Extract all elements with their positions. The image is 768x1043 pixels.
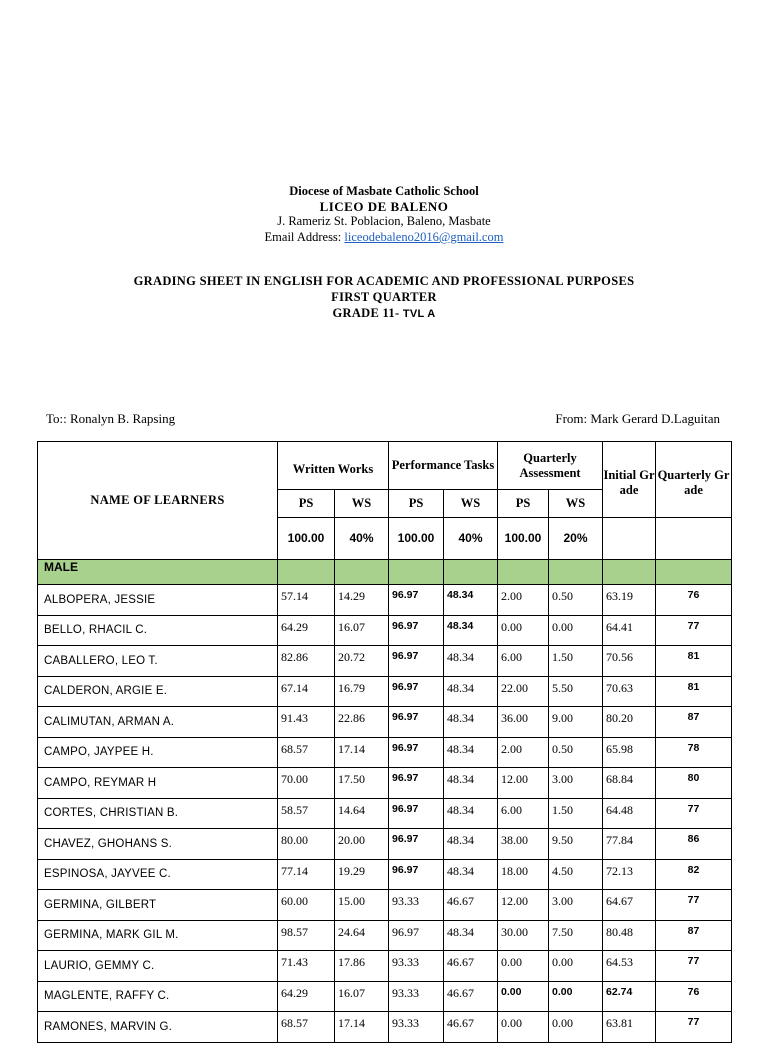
- initial-grade: 62.74: [603, 981, 656, 1012]
- table-row: [38, 798, 732, 829]
- ww-ps: 71.43: [278, 951, 335, 982]
- initial-grade: 72.13: [603, 859, 656, 890]
- qa-ps: 30.00: [498, 920, 549, 951]
- pt-ps: 96.97: [389, 585, 444, 616]
- performance-tasks-header: Performance Tasks: [389, 442, 498, 490]
- learner-name: CABALLERO, LEO T.: [38, 646, 278, 677]
- learner-name: CALDERON, ARGIE E.: [38, 676, 278, 707]
- ww-ps: 64.29: [278, 981, 335, 1012]
- pt-ps: 93.33: [389, 951, 444, 982]
- male-cell: [278, 560, 335, 585]
- ww-ws: 15.00: [335, 890, 389, 921]
- pt-ps: 93.33: [389, 890, 444, 921]
- email-label: Email Address:: [264, 230, 342, 244]
- ww-ps-header: PS: [278, 490, 335, 518]
- pt-ps: 96.97: [389, 829, 444, 860]
- initial-grade: 77.84: [603, 829, 656, 860]
- qa-ws: 1.50: [549, 646, 603, 677]
- quarterly-grade: 81: [656, 646, 732, 677]
- qa-weight: 20%: [549, 518, 603, 560]
- male-section-row: [38, 560, 732, 585]
- qa-ws: 3.00: [549, 890, 603, 921]
- initial-grade: 68.84: [603, 768, 656, 799]
- qa-ps: 18.00: [498, 859, 549, 890]
- from-line: From: Mark Gerard D.Laguitan: [555, 411, 720, 426]
- initial-grade: 70.63: [603, 676, 656, 707]
- ww-ws: 17.14: [335, 1012, 389, 1043]
- grade-level: [0, 306, 768, 321]
- male-cell: [389, 560, 444, 585]
- pt-ps: 96.97: [389, 859, 444, 890]
- qa-ws-header: WS: [549, 490, 603, 518]
- qa-ps: 12.00: [498, 890, 549, 921]
- pt-ws: 48.34: [444, 676, 498, 707]
- pt-ps: 93.33: [389, 981, 444, 1012]
- quarterly-grade: 86: [656, 829, 732, 860]
- table-row: [38, 646, 732, 677]
- pt-ps-header: PS: [389, 490, 444, 518]
- pt-ps: 96.97: [389, 707, 444, 738]
- pt-ws: 48.34: [444, 920, 498, 951]
- ww-ps: 68.57: [278, 737, 335, 768]
- email-link[interactable]: liceodebaleno2016@gmail.com: [344, 230, 504, 244]
- quarterly-grade: 77: [656, 615, 732, 646]
- school-diocese: Diocese of Masbate Catholic School: [289, 184, 479, 198]
- initial-grade: 65.98: [603, 737, 656, 768]
- ww-ws: 14.64: [335, 798, 389, 829]
- ww-ps: 64.29: [278, 615, 335, 646]
- table-row: [38, 615, 732, 646]
- pt-ws: 48.34: [444, 585, 498, 616]
- initial-grade: 64.41: [603, 615, 656, 646]
- pt-ps: 96.97: [389, 737, 444, 768]
- ww-ws: 20.00: [335, 829, 389, 860]
- male-cell: [656, 560, 732, 585]
- grade-label: GRADE 11-: [332, 306, 400, 320]
- table-row: [38, 707, 732, 738]
- pt-ws: 48.34: [444, 859, 498, 890]
- pt-ps: 96.97: [389, 798, 444, 829]
- learner-name: ALBOPERA, JESSIE: [38, 585, 278, 616]
- ww-ps: 91.43: [278, 707, 335, 738]
- qa-ws: 7.50: [549, 920, 603, 951]
- quarterly-grade: 77: [656, 1012, 732, 1043]
- ww-ps: 58.57: [278, 798, 335, 829]
- table-row: [38, 890, 732, 921]
- learner-name: CAMPO, JAYPEE H.: [38, 737, 278, 768]
- ww-ws: 20.72: [335, 646, 389, 677]
- learner-name: LAURIO, GEMMY C.: [38, 951, 278, 982]
- quarterly-grade: 77: [656, 798, 732, 829]
- qa-ws: 0.50: [549, 737, 603, 768]
- ww-max-ps: 100.00: [278, 518, 335, 560]
- male-cell: [444, 560, 498, 585]
- initial-grade: 70.56: [603, 646, 656, 677]
- learner-rows: [38, 585, 732, 1043]
- pt-ps: 96.97: [389, 920, 444, 951]
- school-email-line: [0, 230, 768, 245]
- quarterly-grade: 77: [656, 951, 732, 982]
- quarterly-grade-header: Quarterly Grade: [656, 442, 732, 518]
- pt-ws: 48.34: [444, 829, 498, 860]
- ww-ws: 17.86: [335, 951, 389, 982]
- pt-ws: 46.67: [444, 981, 498, 1012]
- quarterly-grade: 87: [656, 707, 732, 738]
- ww-ws: 16.79: [335, 676, 389, 707]
- initial-grade: 80.48: [603, 920, 656, 951]
- learner-name: CAMPO, REYMAR H: [38, 768, 278, 799]
- qa-ws: 5.50: [549, 676, 603, 707]
- quarterly-grade: 82: [656, 859, 732, 890]
- ww-ps: 70.00: [278, 768, 335, 799]
- male-cell: [549, 560, 603, 585]
- pt-ws: 48.34: [444, 798, 498, 829]
- ww-ps: 57.14: [278, 585, 335, 616]
- qa-ws: 0.00: [549, 1012, 603, 1043]
- qa-ps: 2.00: [498, 737, 549, 768]
- ww-ps: 98.57: [278, 920, 335, 951]
- ww-ws: 16.07: [335, 981, 389, 1012]
- qa-max-ps: 100.00: [498, 518, 549, 560]
- quarterly-grade: 77: [656, 890, 732, 921]
- ww-ws-header: WS: [335, 490, 389, 518]
- ww-ws: 17.14: [335, 737, 389, 768]
- qa-ps: 0.00: [498, 981, 549, 1012]
- pt-ps: 96.97: [389, 615, 444, 646]
- learner-name: GERMINA, GILBERT: [38, 890, 278, 921]
- table-row: [38, 1012, 732, 1043]
- qa-ps: 0.00: [498, 615, 549, 646]
- ww-weight: 40%: [335, 518, 389, 560]
- quarterly-grade: 81: [656, 676, 732, 707]
- qa-ps: 6.00: [498, 798, 549, 829]
- table-row: [38, 859, 732, 890]
- qa-ps: 0.00: [498, 951, 549, 982]
- initial-grade-blank: [603, 518, 656, 560]
- initial-grade: 80.20: [603, 707, 656, 738]
- qa-ws: 1.50: [549, 798, 603, 829]
- initial-grade: 63.81: [603, 1012, 656, 1043]
- to-line: To:: Ronalyn B. Rapsing: [46, 411, 176, 426]
- qa-ps-header: PS: [498, 490, 549, 518]
- table-row: [38, 676, 732, 707]
- pt-ws: 48.34: [444, 615, 498, 646]
- learner-name: RAMONES, MARVIN G.: [38, 1012, 278, 1043]
- sheet-title: GRADING SHEET IN ENGLISH FOR ACADEMIC AND PROFESSIONAL PURPOSES: [133, 274, 635, 288]
- ww-ps: 82.86: [278, 646, 335, 677]
- ww-ws: 14.29: [335, 585, 389, 616]
- ww-ps: 67.14: [278, 676, 335, 707]
- learner-name: BELLO, RHACIL C.: [38, 615, 278, 646]
- qa-ws: 3.00: [549, 768, 603, 799]
- table-row: [38, 768, 732, 799]
- quarterly-assessment-header: Quarterly Assessment: [498, 442, 603, 490]
- qa-ps: 22.00: [498, 676, 549, 707]
- table-row: [38, 585, 732, 616]
- qa-ws: 9.50: [549, 829, 603, 860]
- ww-ws: 17.50: [335, 768, 389, 799]
- pt-ps: 96.97: [389, 646, 444, 677]
- initial-grade: 64.53: [603, 951, 656, 982]
- ww-ws: 22.86: [335, 707, 389, 738]
- quarter-label: FIRST QUARTER: [331, 290, 437, 304]
- ww-ps: 77.14: [278, 859, 335, 890]
- learner-name: CHAVEZ, GHOHANS S.: [38, 829, 278, 860]
- learner-name: CORTES, CHRISTIAN B.: [38, 798, 278, 829]
- initial-grade: 64.67: [603, 890, 656, 921]
- pt-ps: 93.33: [389, 1012, 444, 1043]
- table-row: [38, 981, 732, 1012]
- table-row: [38, 920, 732, 951]
- quarterly-grade: 76: [656, 981, 732, 1012]
- qa-ws: 0.00: [549, 951, 603, 982]
- table-row: [38, 737, 732, 768]
- male-cell: [335, 560, 389, 585]
- qa-ps: 2.00: [498, 585, 549, 616]
- pt-ws: 48.34: [444, 768, 498, 799]
- quarterly-grade: 78: [656, 737, 732, 768]
- male-cell: [498, 560, 549, 585]
- name-of-learners-header: NAME OF LEARNERS: [38, 442, 278, 560]
- pt-ws: 48.34: [444, 707, 498, 738]
- pt-ws-header: WS: [444, 490, 498, 518]
- quarterly-grade-blank: [656, 518, 732, 560]
- written-works-header: Written Works: [278, 442, 389, 490]
- learner-name: ESPINOSA, JAYVEE C.: [38, 859, 278, 890]
- quarterly-grade: 76: [656, 585, 732, 616]
- learner-name: GERMINA, MARK GIL M.: [38, 920, 278, 951]
- learner-name: CALIMUTAN, ARMAN A.: [38, 707, 278, 738]
- initial-grade: 63.19: [603, 585, 656, 616]
- pt-ws: 46.67: [444, 1012, 498, 1043]
- quarterly-grade: 80: [656, 768, 732, 799]
- ww-ws: 16.07: [335, 615, 389, 646]
- grading-table: [37, 441, 732, 1043]
- ww-ws: 19.29: [335, 859, 389, 890]
- qa-ws: 0.00: [549, 615, 603, 646]
- pt-ps: 96.97: [389, 768, 444, 799]
- learner-name: MAGLENTE, RAFFY C.: [38, 981, 278, 1012]
- pt-ws: 46.67: [444, 890, 498, 921]
- qa-ps: 6.00: [498, 646, 549, 677]
- pt-ws: 48.34: [444, 646, 498, 677]
- quarterly-grade: 87: [656, 920, 732, 951]
- initial-grade: 64.48: [603, 798, 656, 829]
- pt-ws: 46.67: [444, 951, 498, 982]
- pt-max-ps: 100.00: [389, 518, 444, 560]
- pt-weight: 40%: [444, 518, 498, 560]
- initial-grade-header: Initial Grade: [603, 442, 656, 518]
- table-row: [38, 829, 732, 860]
- section-label: TVL A: [402, 308, 436, 320]
- qa-ws: 0.00: [549, 981, 603, 1012]
- table-row: [38, 951, 732, 982]
- qa-ps: 0.00: [498, 1012, 549, 1043]
- ww-ps: 60.00: [278, 890, 335, 921]
- ww-ws: 24.64: [335, 920, 389, 951]
- school-address: J. Rameriz St. Poblacion, Baleno, Masbate: [277, 214, 491, 228]
- school-name: LICEO DE BALENO: [319, 199, 449, 214]
- pt-ws: 48.34: [444, 737, 498, 768]
- pt-ps: 96.97: [389, 676, 444, 707]
- qa-ps: 38.00: [498, 829, 549, 860]
- qa-ws: 4.50: [549, 859, 603, 890]
- male-section-label: MALE: [38, 560, 278, 585]
- male-cell: [603, 560, 656, 585]
- ww-ps: 80.00: [278, 829, 335, 860]
- qa-ps: 36.00: [498, 707, 549, 738]
- qa-ws: 0.50: [549, 585, 603, 616]
- ww-ps: 68.57: [278, 1012, 335, 1043]
- qa-ps: 12.00: [498, 768, 549, 799]
- qa-ws: 9.00: [549, 707, 603, 738]
